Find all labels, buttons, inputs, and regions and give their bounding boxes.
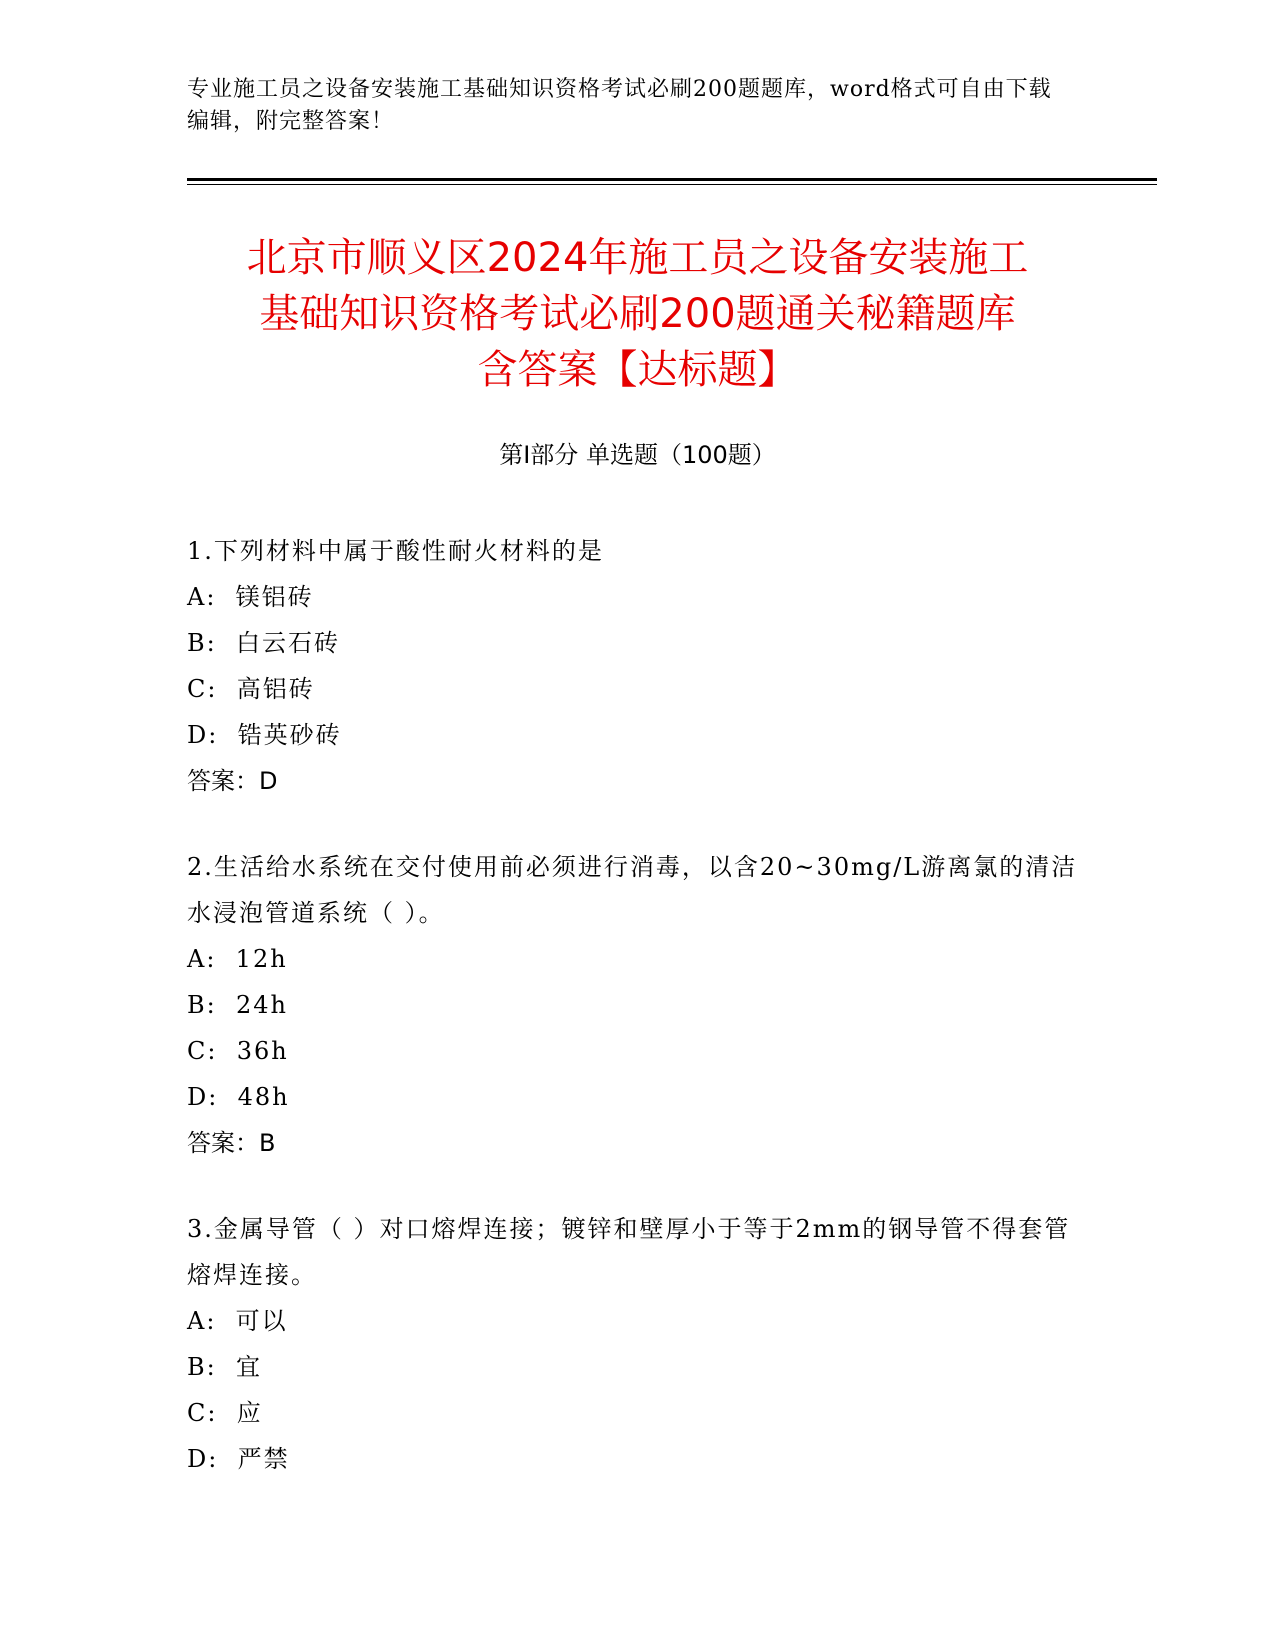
option-a: A: 12h: [187, 945, 288, 973]
question-1: [187, 528, 1087, 804]
option-c: C: 高铝砖: [187, 675, 315, 703]
option-c: C: 36h: [187, 1037, 289, 1065]
question-2: [187, 844, 1087, 1166]
option-b: B: 24h: [187, 991, 288, 1019]
header-rule-thin: [187, 184, 1157, 185]
option-b: B: 白云石砖: [187, 629, 340, 657]
question-stem: 3.金属导管（ ）对口熔焊连接；镀锌和壁厚小于等于2mm的钢导管不得套管熔焊连接。: [187, 1215, 1071, 1289]
title-line-1: 北京市顺义区2024年施工员之设备安装施工: [246, 235, 1029, 281]
option-c: C: 应: [187, 1399, 263, 1427]
answer: 答案：B: [187, 1129, 276, 1157]
title-line-3: 含答案【达标题】: [477, 347, 798, 393]
option-a: A: 可以: [187, 1307, 288, 1335]
question-list: [187, 528, 1087, 1522]
header-rule-thick: [187, 178, 1157, 181]
option-d: D: 严禁: [187, 1445, 290, 1473]
title-line-2: 基础知识资格考试必刷200题通关秘籍题库: [259, 291, 1016, 337]
answer: 答案：D: [187, 767, 278, 795]
question-stem: 1.下列材料中属于酸性耐火材料的是: [187, 537, 604, 565]
document-title: [140, 230, 1135, 398]
option-b: B: 宜: [187, 1353, 262, 1381]
header-note: 专业施工员之设备安装施工基础知识资格考试必刷200题题库，word格式可自由下载编辑，附完整答案！: [187, 77, 1052, 134]
option-d: D: 锆英砂砖: [187, 721, 342, 749]
section-heading: 第I部分 单选题（100题）: [499, 441, 776, 469]
option-a: A: 镁铝砖: [187, 583, 314, 611]
option-d: D: 48h: [187, 1083, 290, 1111]
question-3: [187, 1206, 1087, 1482]
question-stem: 2.生活给水系统在交付使用前必须进行消毒，以含20~30mg/L游离氯的清洁水浸泡管道系统（ ）。: [187, 853, 1078, 927]
